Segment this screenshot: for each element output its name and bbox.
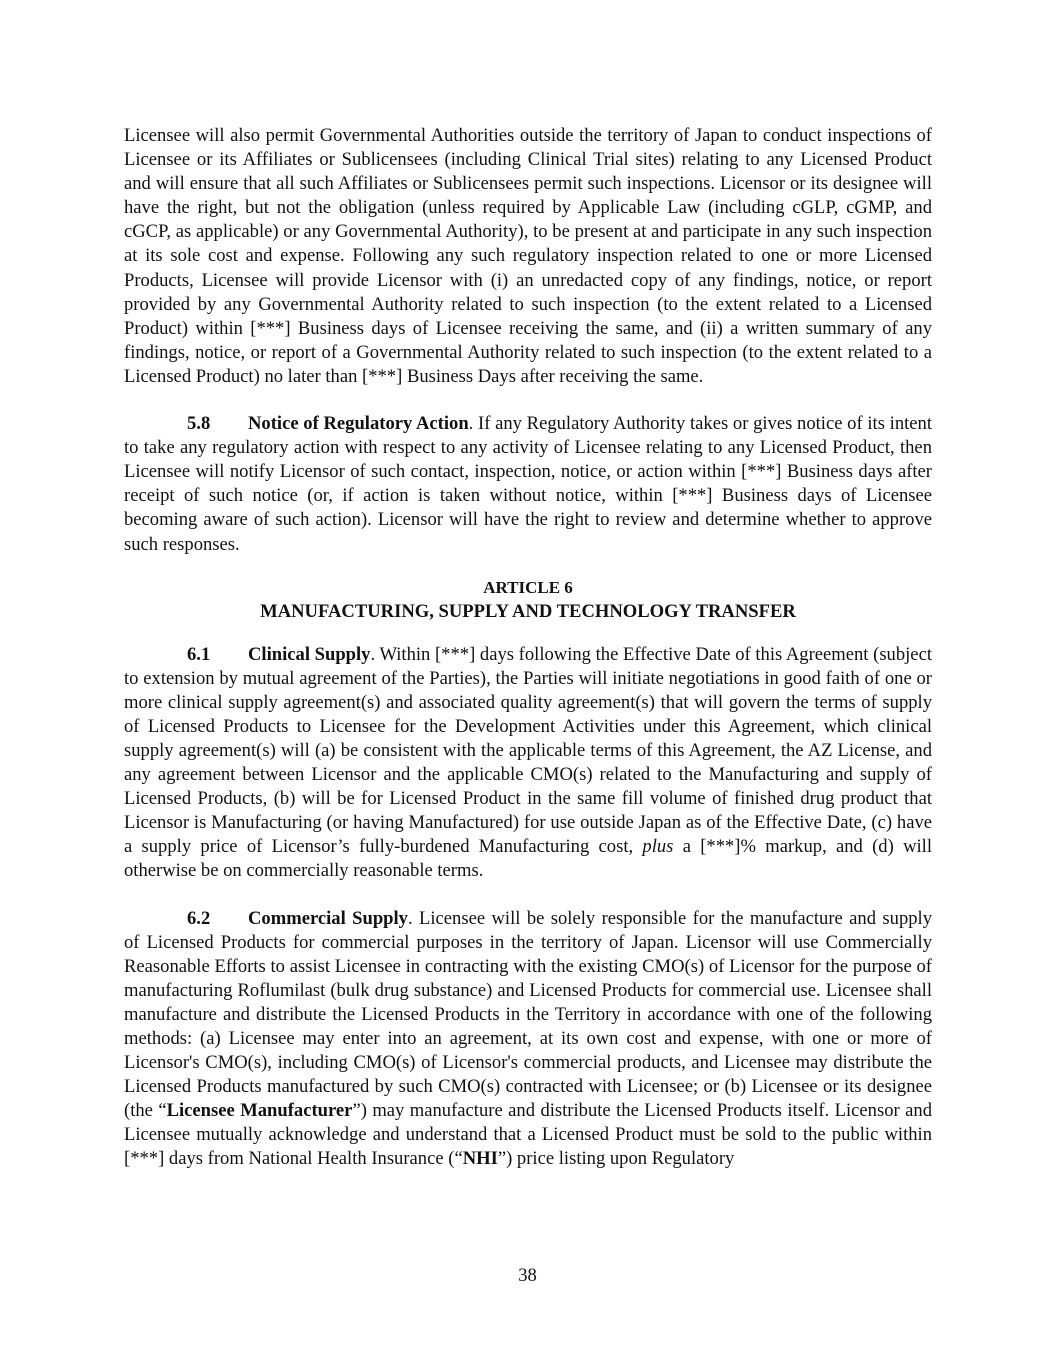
article-heading (124, 577, 932, 624)
article-title: MANUFACTURING, SUPPLY AND TECHNOLOGY TRANSFER (260, 600, 796, 622)
section-body-continued: a [***]% markup, and (d) will otherwise be on commercially reasonable terms. (124, 836, 932, 882)
paragraph-inspections-text: Licensee will also permit Governmental Authorities outside the territory of Japan to conduct inspections of Licensee or its Affiliates or Sublicensees (including Clinical Trial sites) relating to any Licensed Product and will ensure that all such Affiliates or Sublicensees permit such inspections. Licensor or its designee will have the right, but not the obligation (unless required by Applicable Law (including cGLP, cGMP, and cGCP, as applicable) or any Governmental Authority), to be present at and participate in any such inspection at its sole cost and expense. Following any such regulatory inspection related to one or more Licensed Products, Licensee will provide Licensor with (i) an unredacted copy of any findings, notice, or report provided by any Governmental Authority related to such inspection (to the extent related to a Licensed Product) within [***] Business days of Licensee receiving the same, and (ii) a written summary of any findings, notice, or report of a Governmental Authority related to such inspection (to the extent related to a Licensed Product) no later than [***] Business Days after receiving the same. (124, 125, 932, 387)
defined-term-licensee-manufacturer: Licensee Manufacturer (166, 1100, 353, 1122)
document-page (124, 124, 932, 1172)
section-6-2 (124, 907, 932, 1172)
section-body: . If any Regulatory Authority takes or gives notice of its intent to take any regulatory action with respect to any activity of Licensee relating to any Licensed Product, then Licensee will notify Licensor of such contact, inspection, notice, or action within [***] Business days after receipt of such notice (or, if action is taken without notice, within [***] Business days of Licensee becoming aware of such action). Licensor will have the right to review and determine whether to approve such responses. (124, 413, 932, 555)
article-label: ARTICLE 6 (483, 577, 573, 597)
section-5-8 (124, 412, 932, 557)
section-body: . Licensee will be solely responsible for the manufacture and supply of Licensed Products for commercial purposes in the territory of Japan. Licensor will use Commercially Reasonable Efforts to assist Licensee in contracting with the existing CMO(s) of Licensor for the purpose of manufacturing Roflumilast (bulk drug substance) and Licensed Products for commercial use. Licensee shall manufacture and distribute the Licensed Products in the Territory in accordance with one of the following methods: (a) Licensee may enter into an agreement, at its own cost and expense, with one or more of Licensor's CMO(s), including CMO(s) of Licensor's commercial products, and Licensee may distribute the Licensed Products manufactured by such CMO(s) contracted with Licensee; or (b) Licensee or its designee (the “ (124, 907, 932, 1122)
section-body-continued: ”) may manufacture and distribute the Licensed Products itself. Licensor and Licensee mutually acknowledge and understand that a Licensed Product must be sold to the public within [***] days from National Health Insurance (“ (124, 1100, 932, 1170)
section-body: . Within [***] days following the Effective Date of this Agreement (subject to extension by mutual agreement of the Parties), the Parties will initiate negotiations in good faith of one or more clinical supply agreement(s) and associated quality agreement(s) that will govern the terms of supply of Licensed Products to Licensee for the Development Activities under this Agreement, which clinical supply agreement(s) will (a) be consistent with the applicable terms of this Agreement, the AZ License, and any agreement between Licensor and the applicable CMO(s) related to the Manufacturing and supply of Licensed Products, (b) will be for Licensed Product in the same fill volume of finished drug product that Licensor is Manufacturing (or having Manufactured) for use outside Japan as of the Effective Date, (c) have a supply price of Licensor’s fully-burdened Manufacturing cost, (124, 643, 932, 858)
section-heading: Clinical Supply (248, 643, 371, 665)
paragraph-inspections (124, 124, 932, 389)
section-number: 5.8 (187, 413, 211, 435)
section-number: 6.2 (187, 907, 211, 929)
section-6-1 (124, 643, 932, 884)
section-number: 6.1 (187, 643, 211, 665)
section-heading: Commercial Supply (248, 907, 408, 929)
italic-term: plus (642, 836, 674, 858)
section-body-end: ”) price listing upon Regulatory (497, 1148, 735, 1170)
page-number: 38 (518, 1265, 537, 1286)
section-heading: Notice of Regulatory Action (248, 413, 469, 435)
defined-term-nhi: NHI (462, 1148, 498, 1170)
